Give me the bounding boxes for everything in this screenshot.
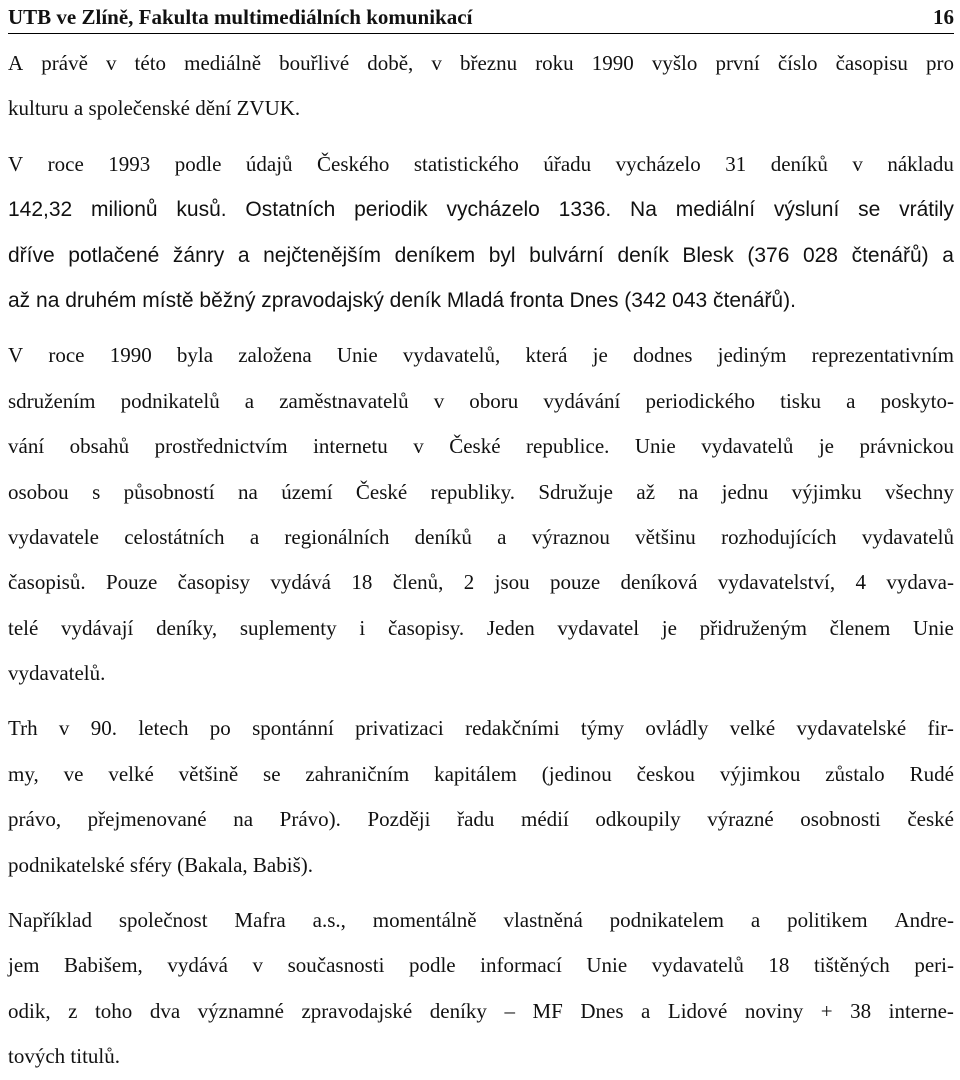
text-line: sdružením podnikatelů a zaměstnavatelů v oboru vydávání periodického tisku a poskyto- <box>8 388 954 413</box>
page-number: 16 <box>933 5 954 29</box>
text-line: časopisů. Pouze časopisy vydává 18 členů, 2 jsou pouze deníková vydavatelství, 4 vydava- <box>8 570 954 595</box>
text-line: V roce 1990 byla založena Unie vydavatelů, která je dodnes jediným reprezentativním <box>8 343 954 368</box>
text-line: podnikatelské sféry (Bakala, Babiš). <box>8 852 313 877</box>
document-page <box>8 0 954 1080</box>
text-line: telé vydávají deníky, suplementy i časopisy. Jeden vydavatel je přidruženým členem Unie <box>8 615 954 640</box>
header-title: UTB ve Zlíně, Fakulta multimediálních komunikací <box>8 5 473 29</box>
text-line: vání obsahů prostřednictvím internetu v České republice. Unie vydavatelů je právnickou <box>8 434 954 459</box>
paragraph-5 <box>8 898 954 1080</box>
text-line: dříve potlačené žánry a nejčtenějším deníkem byl bulvární deník Blesk (376 028 čtenářů) a <box>8 243 954 267</box>
text-line: kulturu a společenské dění ZVUK. <box>8 96 301 121</box>
text-line: právo, přejmenované na Právo). Později řadu médií odkoupily výrazné osobnosti české <box>8 807 954 832</box>
text-line: vydavatelů. <box>8 661 106 686</box>
text-line: osobou s působností na území České republiky. Sdružuje až na jednu výjimku všechny <box>8 479 954 504</box>
paragraph-1 <box>8 41 954 132</box>
text-line: Například společnost Mafra a.s., momentálně vlastněná podnikatelem a politikem Andre- <box>8 908 954 933</box>
text-line: jem Babišem, vydává v současnosti podle informací Unie vydavatelů 18 tištěných peri- <box>8 953 954 978</box>
text-line: vydavatele celostátních a regionálních deníků a výraznou většinu rozhodujících vydavatelů <box>8 524 954 549</box>
text-line: 142,32 milionů kusů. Ostatních periodik vycházelo 1336. Na mediální výsluní se vrátily <box>8 198 954 222</box>
text-line: až na druhém místě běžný zpravodajský deník Mladá fronta Dnes (342 043 čtenářů). <box>8 288 796 312</box>
text-line: A právě v této mediálně bouřlivé době, v březnu roku 1990 vyšlo první číslo časopisu pro <box>8 51 954 75</box>
paragraph-4 <box>8 706 954 888</box>
text-line: odik, z toho dva významné zpravodajské deníky – MF Dnes a Lidové noviny + 38 interne- <box>8 998 954 1023</box>
text-line: my, ve velké většině se zahraničním kapitálem (jedinou českou výjimkou zůstalo Rudé <box>8 761 954 786</box>
text-line: Trh v 90. letech po spontánní privatizaci redakčními týmy ovládly velké vydavatelské fir- <box>8 716 954 741</box>
running-header <box>8 0 954 34</box>
paragraph-3 <box>8 333 954 696</box>
paragraph-2 <box>8 142 954 324</box>
text-line: tových titulů. <box>8 1044 120 1069</box>
text-line: V roce 1993 podle údajů Českého statistického úřadu vycházelo 31 deníků v nákladu <box>8 151 954 176</box>
